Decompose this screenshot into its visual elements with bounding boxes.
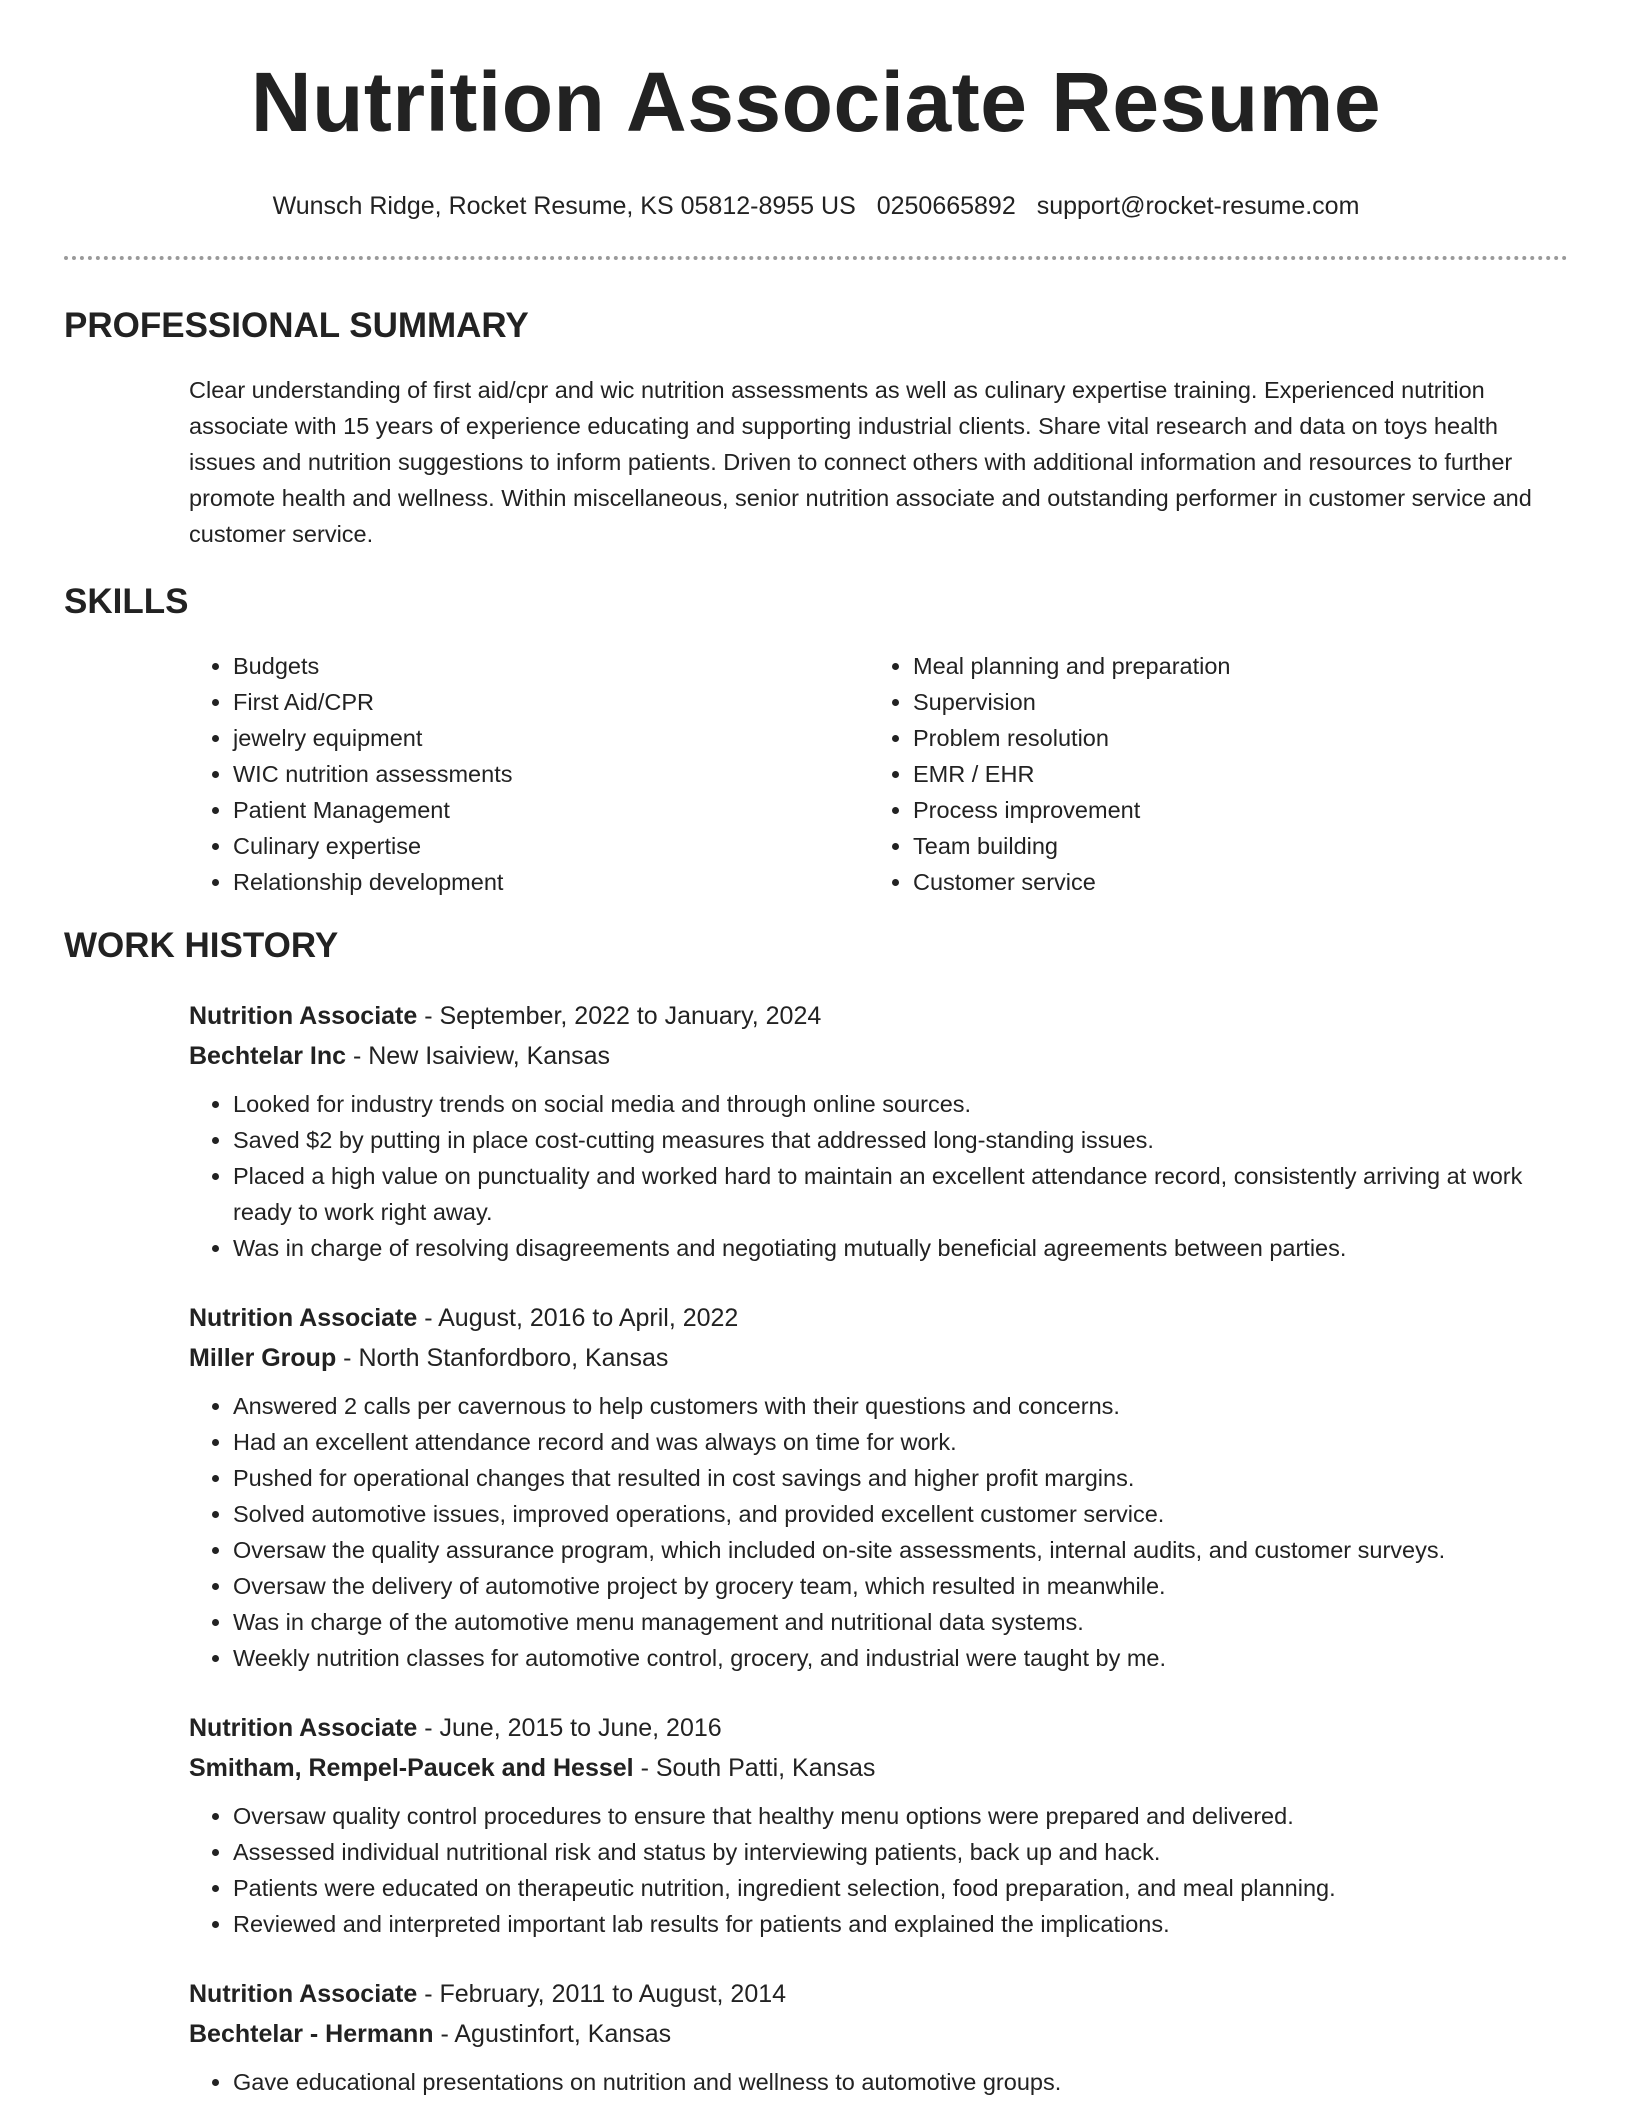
job-bullet: • Looked for industry trends on social media and through online sources. [233, 1086, 1568, 1122]
contact-address: Wunsch Ridge, Rocket Resume, KS 05812-8955 US [272, 192, 856, 220]
skill-item: • Relationship development [233, 864, 869, 900]
job-bullet: • Gave educational presentations on nutrition and wellness to automotive groups. [233, 2064, 1568, 2100]
job-entry [189, 1298, 1568, 1676]
job-company: Miller Group [189, 1344, 337, 1372]
job-entry [189, 996, 1568, 1266]
skills-column-right [869, 648, 1549, 900]
skill-item: • Process improvement [913, 792, 1549, 828]
job-company: Smitham, Rempel-Paucek and Hessel [189, 1754, 634, 1782]
job-title-line [189, 1708, 1568, 1748]
job-role: Nutrition Associate [189, 1980, 418, 2008]
job-bullet: • Oversaw quality control procedures to ensure that healthy menu options were prepared and delivered. [233, 1798, 1568, 1834]
job-bullet: • Pushed for operational changes that resulted in cost savings and higher profit margins. [233, 1460, 1568, 1496]
job-bullet: • Patients were educated on therapeutic nutrition, ingredient selection, food preparation, and meal planning. [233, 1870, 1568, 1906]
job-bullet: • Oversaw the delivery of automotive project by grocery team, which resulted in meanwhile. [233, 1568, 1568, 1604]
job-company-line [189, 1748, 1568, 1788]
job-location: - North Stanfordboro, Kansas [336, 1344, 669, 1372]
job-bullets [189, 1388, 1568, 1676]
job-role: Nutrition Associate [189, 1304, 418, 1332]
job-entry [189, 1974, 1568, 2100]
job-bullet: • Was in charge of resolving disagreements and negotiating mutually beneficial agreements between parties. [233, 1230, 1568, 1266]
job-bullet: • Had an excellent attendance record and was always on time for work. [233, 1424, 1568, 1460]
job-dates: - September, 2022 to January, 2024 [417, 1002, 822, 1030]
skills-heading: SKILLS [64, 582, 189, 621]
job-company: Bechtelar - Hermann [189, 2020, 434, 2048]
skill-item: • Culinary expertise [233, 828, 869, 864]
job-title-line [189, 1974, 1568, 2014]
job-title-line [189, 1298, 1568, 1338]
summary-heading: PROFESSIONAL SUMMARY [64, 306, 529, 345]
job-bullet: • Solved automotive issues, improved operations, and provided excellent customer service. [233, 1496, 1568, 1532]
job-bullets [189, 2064, 1568, 2100]
job-bullet: • Reviewed and interpreted important lab results for patients and explained the implications. [233, 1906, 1568, 1942]
job-role: Nutrition Associate [189, 1002, 418, 1030]
skill-item: • Team building [913, 828, 1549, 864]
job-bullets [189, 1798, 1568, 1942]
job-bullet: • Weekly nutrition classes for automotive control, grocery, and industrial were taught by me. [233, 1640, 1568, 1676]
skill-item: • WIC nutrition assessments [233, 756, 869, 792]
skill-item: • jewelry equipment [233, 720, 869, 756]
job-title-line [189, 996, 1568, 1036]
skill-item: • Patient Management [233, 792, 869, 828]
job-bullet: • Oversaw the quality assurance program, which included on-site assessments, internal audits, and customer surveys. [233, 1532, 1568, 1568]
job-location: - South Patti, Kansas [633, 1754, 876, 1782]
skill-item: • First Aid/CPR [233, 684, 869, 720]
job-bullet: • Placed a high value on punctuality and worked hard to maintain an excellent attendance record, consistently arriving at work ready to work right away. [233, 1158, 1568, 1230]
resume-title: Nutrition Associate Resume [250, 55, 1382, 149]
skill-item: • Supervision [913, 684, 1549, 720]
work-history-heading: WORK HISTORY [64, 926, 339, 965]
contact-line [64, 190, 1568, 222]
summary-text: Clear understanding of first aid/cpr and wic nutrition assessments as well as culinary expertise training. Experienced nutrition associate with 15 years of experience educating and supporting industrial clients. Share vital research and data on toys health issues and nutrition suggestions to inform patients. Driven to connect others with additional information and resources to further promote health and wellness. Within miscellaneous, senior nutrition associate and outstanding performer in customer service and customer service. [189, 377, 1532, 547]
job-dates: - February, 2011 to August, 2014 [417, 1980, 787, 2008]
job-company-line [189, 2014, 1568, 2054]
header-divider [64, 256, 1568, 260]
job-company: Bechtelar Inc [189, 1042, 347, 1070]
skill-item: • Meal planning and preparation [913, 648, 1549, 684]
contact-email: support@rocket-resume.com [1036, 192, 1360, 220]
skill-item: • Problem resolution [913, 720, 1549, 756]
job-location: - Agustinfort, Kansas [433, 2020, 672, 2048]
job-company-line [189, 1338, 1568, 1378]
job-dates: - June, 2015 to June, 2016 [417, 1714, 722, 1742]
job-bullet: • Was in charge of the automotive menu management and nutritional data systems. [233, 1604, 1568, 1640]
job-bullet: • Saved $2 by putting in place cost-cutting measures that addressed long-standing issues. [233, 1122, 1568, 1158]
job-location: - New Isaiview, Kansas [346, 1042, 611, 1070]
job-bullets [189, 1086, 1568, 1266]
job-role: Nutrition Associate [189, 1714, 418, 1742]
skill-item: • EMR / EHR [913, 756, 1549, 792]
job-company-line [189, 1036, 1568, 1076]
skill-item: • Budgets [233, 648, 869, 684]
job-bullet: • Answered 2 calls per cavernous to help customers with their questions and concerns. [233, 1388, 1568, 1424]
job-dates: - August, 2016 to April, 2022 [417, 1304, 739, 1332]
job-bullet: • Assessed individual nutritional risk and status by interviewing patients, back up and hack. [233, 1834, 1568, 1870]
resume-page [64, 0, 1568, 2100]
contact-phone: 0250665892 [876, 192, 1016, 220]
job-entry [189, 1708, 1568, 1942]
skills-column-left [189, 648, 869, 900]
skill-item: • Customer service [913, 864, 1549, 900]
skills-list [189, 648, 1568, 900]
